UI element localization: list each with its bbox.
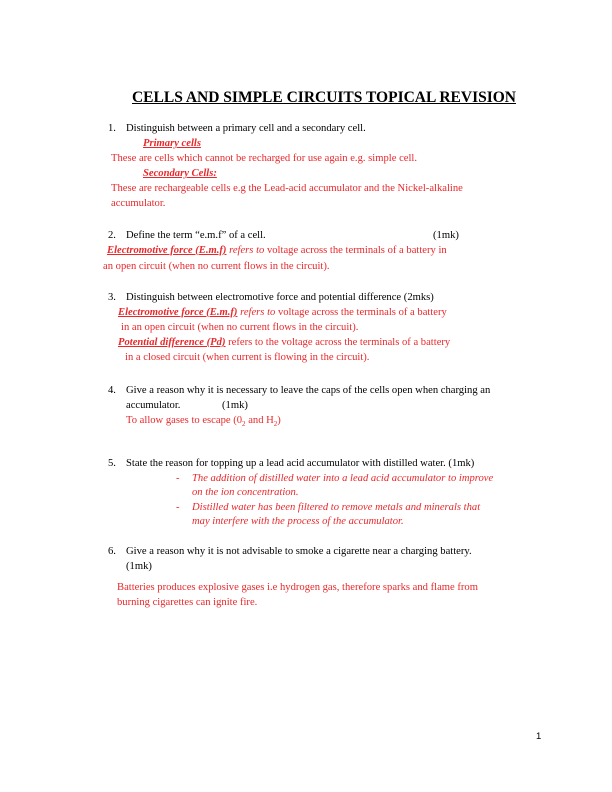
answer-line: accumulator. <box>111 198 166 209</box>
term-pd: Potential difference (Pd) <box>118 337 226 348</box>
answer-text: voltage across the terminals of a battery in <box>264 245 447 256</box>
refers-to: refers to <box>237 307 276 318</box>
answer-line: Batteries produces explosive gases i.e hydrogen gas, therefore sparks and flame from <box>117 582 478 593</box>
question-marks: (1mk) <box>222 400 248 411</box>
question-number: 4. <box>108 385 116 396</box>
page-number: 1 <box>536 731 542 742</box>
answer-line: in an open circuit (when no current flows in the circuit). <box>121 322 359 333</box>
answer-text: ) <box>277 415 281 426</box>
answer-text: and H <box>245 415 274 426</box>
answer-line: on the ion concentration. <box>192 487 299 498</box>
bullet: - <box>176 502 180 513</box>
question-text: Distinguish between a primary cell and a secondary cell. <box>126 123 366 134</box>
answer-text: To allow gases to escape (0 <box>126 415 243 426</box>
question-number: 2. <box>108 230 116 241</box>
answer-line: These are cells which cannot be recharged for use again e.g. simple cell. <box>111 153 418 164</box>
answer-line <box>126 416 281 428</box>
question-text: Give a reason why it is not advisable to smoke a cigarette near a charging battery. <box>126 546 472 557</box>
answer-line: an open circuit (when no current flows in the circuit). <box>103 261 330 272</box>
answer-line: in a closed circuit (when current is flowing in the circuit). <box>125 352 370 363</box>
question-text: accumulator. <box>126 400 181 411</box>
question-text: Give a reason why it is necessary to leave the caps of the cells open when charging an <box>126 385 491 396</box>
question-text: State the reason for topping up a lead acid accumulator with distilled water. (1mk) <box>126 458 475 469</box>
subscript: 2 <box>242 420 246 429</box>
answer-line: Distilled water has been filtered to remove metals and minerals that <box>192 502 481 513</box>
answer-line <box>118 308 447 319</box>
answer-line: The addition of distilled water into a lead acid accumulator to improve <box>192 473 494 484</box>
term-emf: Electromotive force (E.m.f) <box>118 307 238 318</box>
answer-line: may interfere with the process of the accumulator. <box>192 516 404 527</box>
question-number: 5. <box>108 458 116 469</box>
term-emf: Electromotive force (E.m.f) <box>107 245 227 256</box>
question-text: Distinguish between electromotive force and potential difference (2mks) <box>126 292 434 303</box>
refers-to: refers to <box>226 245 265 256</box>
question-number: 3. <box>108 292 116 303</box>
page-title: CELLS AND SIMPLE CIRCUITS TOPICAL REVISION <box>131 89 517 106</box>
question-marks: (1mk) <box>433 230 459 241</box>
bullet: - <box>176 473 180 484</box>
answer-line: These are rechargeable cells e.g the Lead-acid accumulator and the Nickel-alkaline <box>111 183 463 194</box>
answer-line: burning cigarettes can ignite fire. <box>117 597 258 608</box>
question-marks: (1mk) <box>126 561 152 572</box>
subscript: 2 <box>273 420 278 429</box>
answer-line <box>107 246 447 257</box>
answer-line <box>118 338 450 349</box>
answer-text: voltage across the terminals of a battery <box>275 307 447 318</box>
question-number: 1. <box>108 123 116 134</box>
answer-heading-secondary: Secondary Cells: <box>143 168 217 179</box>
answer-heading-primary: Primary cells <box>143 138 201 149</box>
question-text: Define the term “e.m.f” of a cell. <box>126 230 266 241</box>
question-number: 6. <box>108 546 116 557</box>
answer-text: refers to the voltage across the terminals of a battery <box>225 337 451 348</box>
